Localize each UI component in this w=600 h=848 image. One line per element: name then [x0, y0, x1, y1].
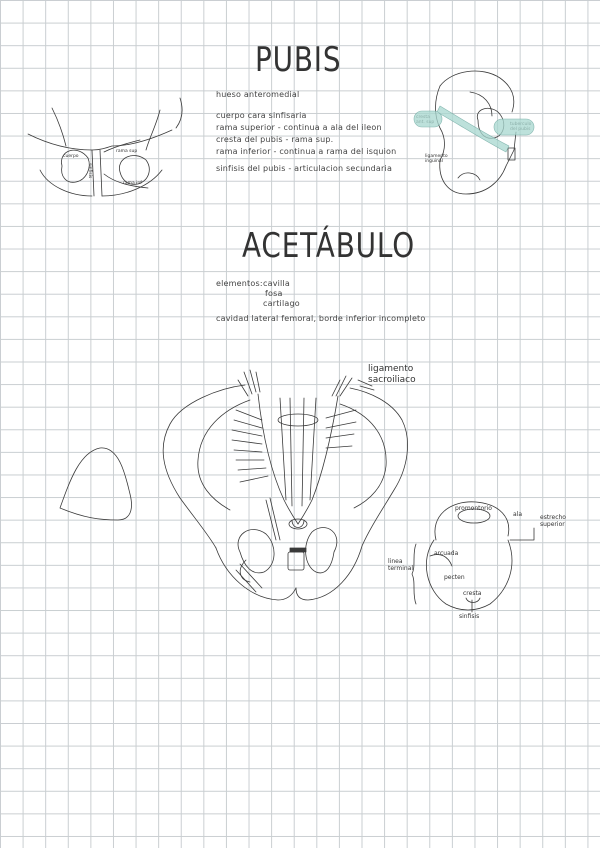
- pubis-note-2: cuerpo cara sinfisaria: [216, 111, 307, 120]
- inlet-label-arcuada: arcuada: [434, 550, 459, 557]
- pubis-label-sinfisis: sinfisis: [87, 163, 92, 179]
- acetabulo-nota: cavidad lateral femoral, borde inferior incompleto: [216, 314, 426, 323]
- inlet-label-cresta: cresta: [463, 590, 482, 597]
- pubis-label-rama-sup: rama sup: [116, 149, 138, 154]
- pubis-note-5: rama inferior - continua a rama del isquion: [216, 147, 397, 156]
- pubis-note-3: rama superior - continua a ala del ileon: [216, 123, 382, 132]
- inlet-label-promontorio: promontorio: [455, 505, 492, 512]
- inlet-label-linea-terminal: linea terminal: [388, 558, 414, 572]
- label-ligamento-sacroiliaco: ligamento sacroiliaco: [368, 364, 416, 385]
- acetabulo-elemento-2: fosa: [265, 289, 283, 298]
- acetabulo-elemento-1: cavilla: [263, 279, 291, 288]
- hip-label-ligamento: ligamento inguinal: [425, 154, 448, 164]
- pubis-label-rama-inf: rama inf: [123, 181, 142, 186]
- pelvic-inlet-sketch: [412, 502, 534, 612]
- pubis-front-sketch: [28, 98, 182, 196]
- pubis-note-1: hueso anteromedial: [216, 90, 300, 99]
- acetabulo-elementos-label: elementos:: [216, 279, 263, 288]
- inlet-label-ala: ala: [513, 511, 523, 518]
- acetabulo-elemento-3: cartilago: [263, 299, 300, 308]
- pubis-label-cuerpo: cuerpo: [63, 154, 79, 159]
- acetabulo-title: ACETÁBULO: [242, 226, 416, 266]
- pelvis-front-sketch: [163, 370, 407, 600]
- small-head-sketch: [60, 448, 132, 520]
- inlet-label-pecten: pecten: [444, 574, 465, 581]
- pubis-note-6: sinfisis del pubis - articulacion secundaria: [216, 164, 393, 173]
- pubis-note-4: cresta del pubis - rama sup.: [216, 135, 334, 144]
- pubis-title: PUBIS: [255, 40, 342, 80]
- inlet-label-sinfisis: sinfisis: [459, 613, 480, 620]
- inlet-label-estrecho: estrecho superior: [540, 514, 566, 528]
